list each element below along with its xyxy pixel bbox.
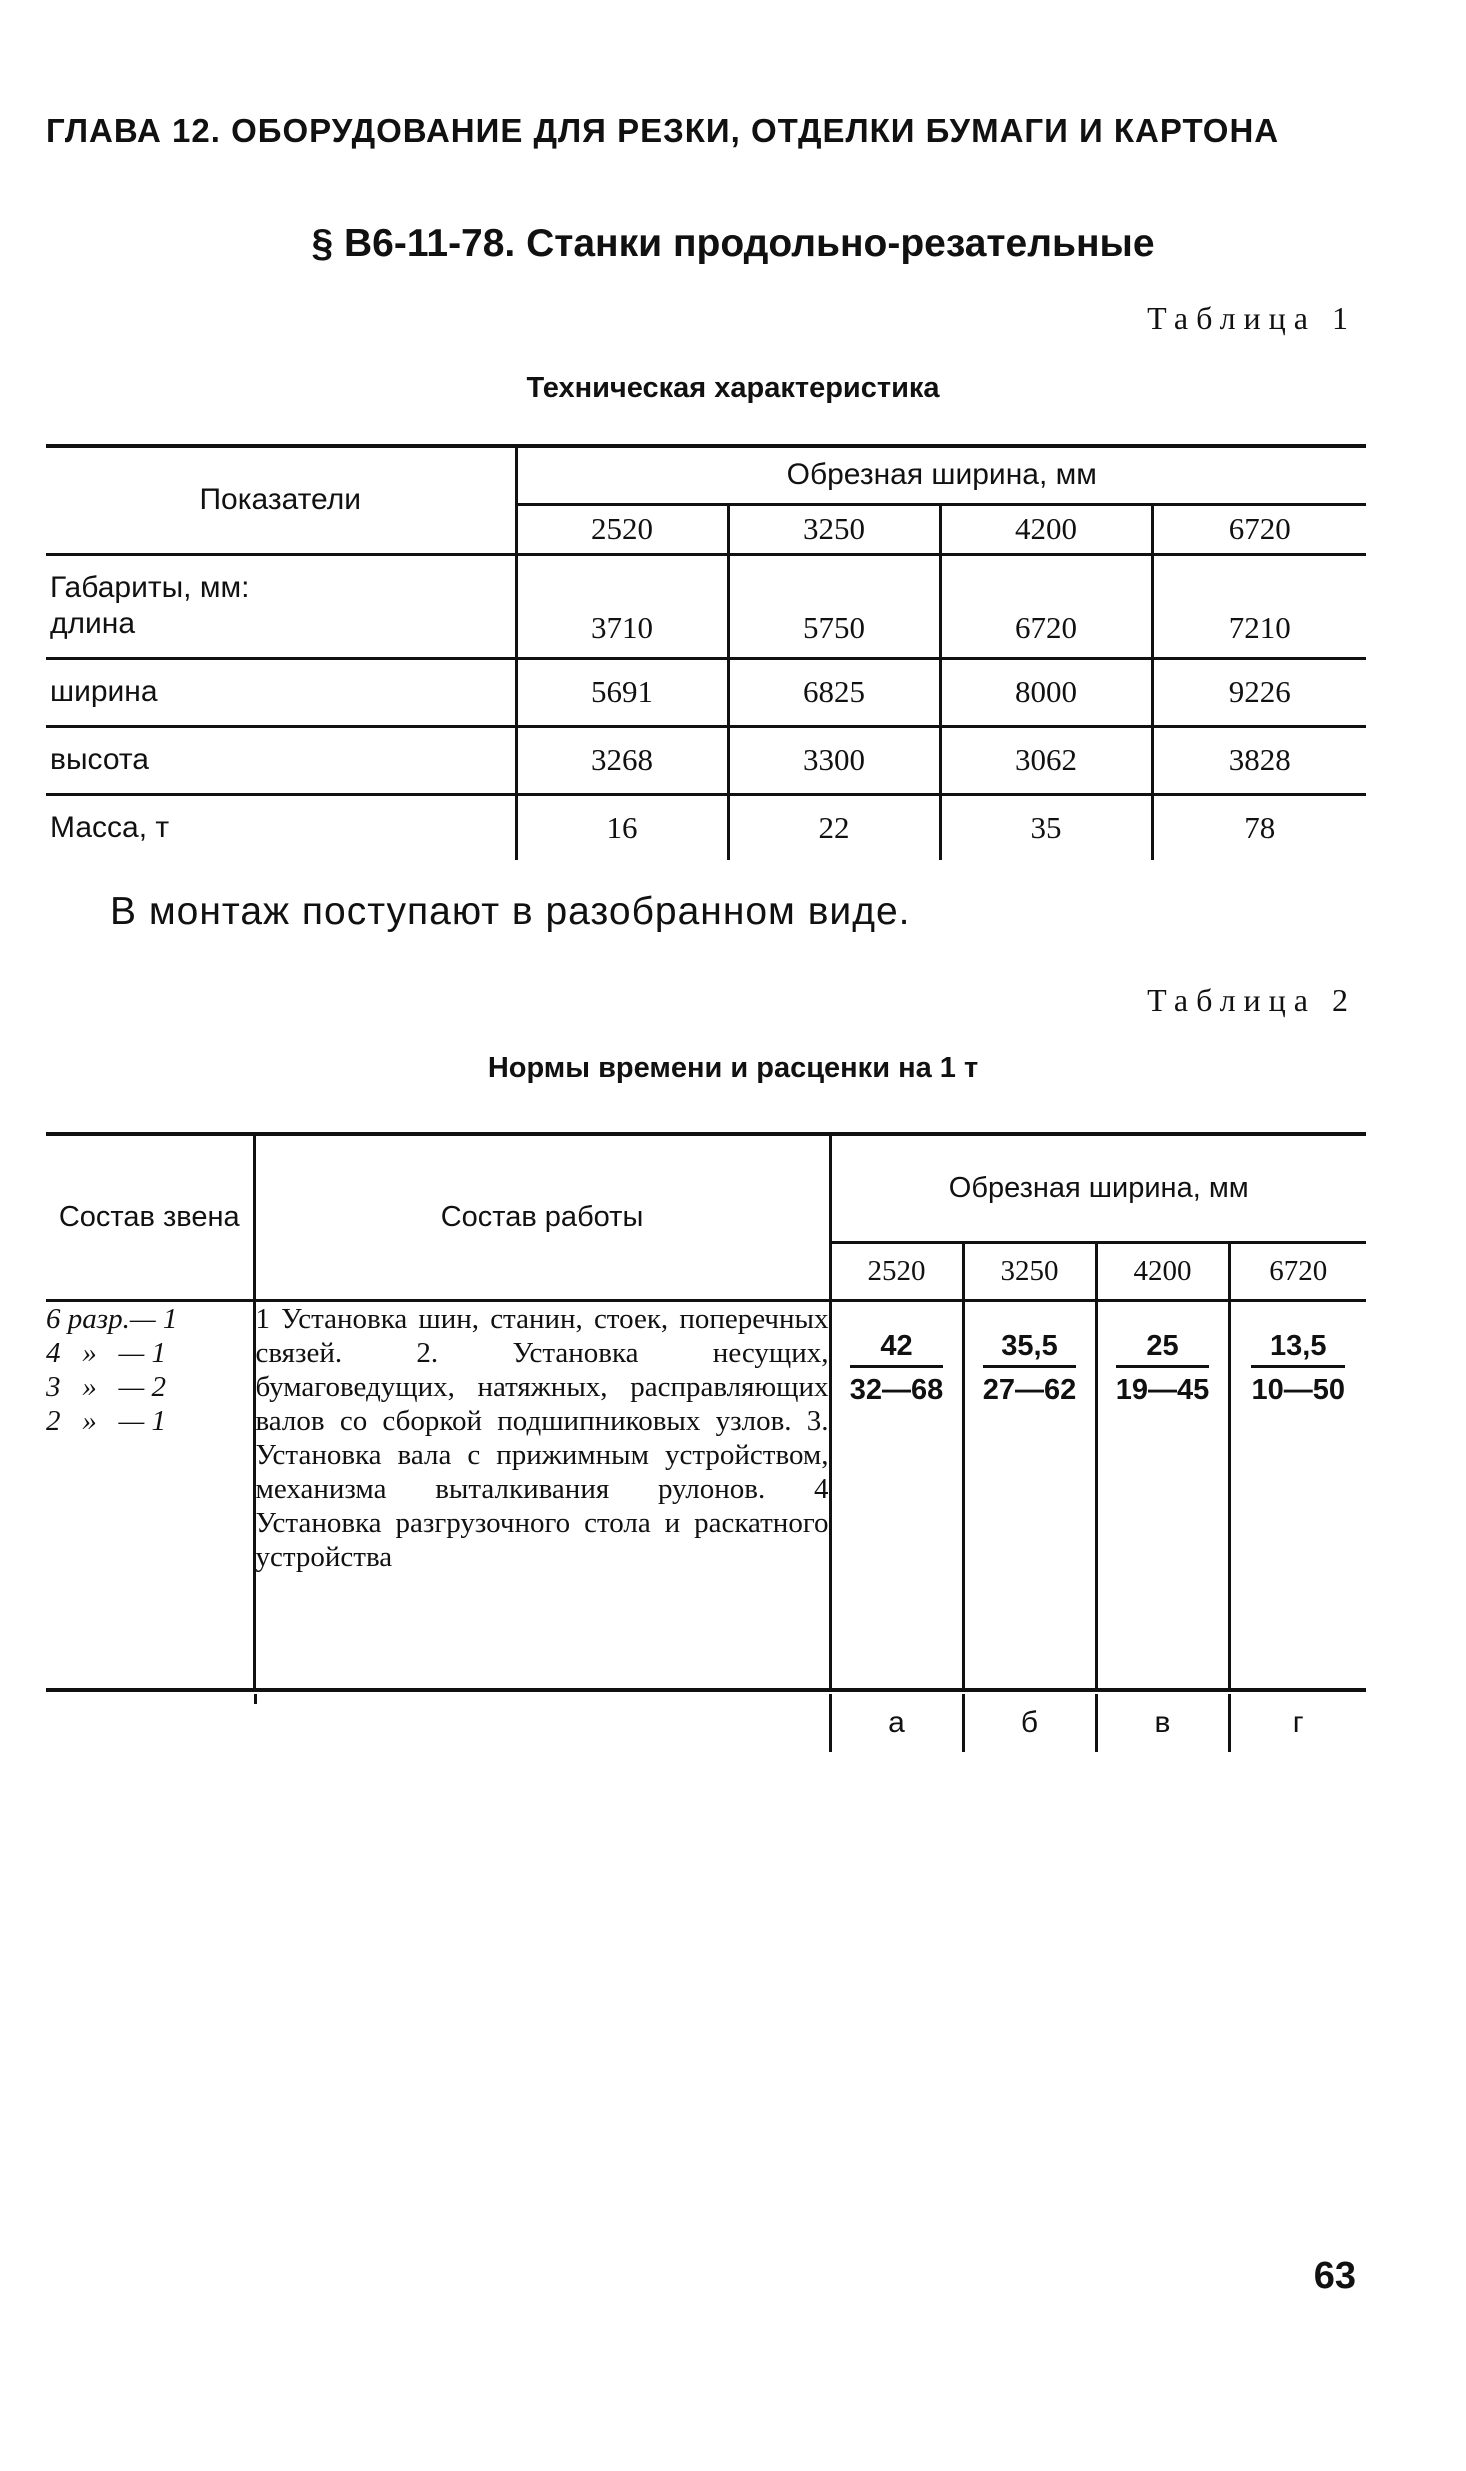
cell: 3300 [728,726,940,794]
time-norm: 13,5 [1251,1330,1345,1368]
table-row [46,658,1366,726]
price-rate: 27—62 [982,1373,1077,1406]
table2-label: Таблица 2 [1147,982,1356,1018]
header-width-3: 4200 [940,504,1152,554]
norm-fraction [1116,1330,1210,1407]
column-letter: б [963,1694,1096,1752]
table-row [46,726,1366,794]
crew-line: 4 » — 1 [46,1336,167,1369]
cell: 3710 [516,554,728,658]
work-description: 1 Установка шин, станин, стоек, поперечных связей. 2. Установка несущих, бумаговедущих, натяжных, расправляющих валов со сборкой подшипниковых узлов. 3. Установка вала с прижимным устройством, механизма выталкивания рулонов. 4 Установка разгрузочного стола и раскатного устройства [254,1300,830,1690]
norm-cell [1229,1300,1366,1690]
norm-cell [830,1300,963,1690]
header-width-4: 6720 [1229,1242,1366,1300]
time-norm: 25 [1116,1330,1210,1368]
page-number: 63 [1313,2255,1356,2297]
cell: 35 [940,794,1152,860]
section-title: § В6-11-78. Станки продольно-резательные [311,222,1155,265]
header-width-1: 2520 [830,1242,963,1300]
column-letter: в [1096,1694,1229,1752]
header-width-2: 3250 [728,504,940,554]
header-work: Состав работы [254,1134,830,1300]
cell: 9226 [1152,658,1366,726]
price-rate: 10—50 [1251,1373,1345,1406]
table-row [46,794,1366,860]
cell: 5750 [728,554,940,658]
header-crew: Состав звена [46,1134,254,1300]
cell: 78 [1152,794,1366,860]
column-letter: а [830,1694,963,1752]
column-letters-row [46,1694,1366,1752]
cell: 8000 [940,658,1152,726]
column-letter: г [1229,1694,1366,1752]
header-width-1: 2520 [516,504,728,554]
price-rate: 19—45 [1115,1373,1210,1406]
length-label: длина [50,607,136,640]
table-row [46,1300,1366,1690]
norm-cell [1096,1300,1229,1690]
row-label: Масса, т [50,810,170,844]
crew-composition [46,1300,254,1690]
cell: 6720 [940,554,1152,658]
cell: 16 [516,794,728,860]
header-width-3: 4200 [1096,1242,1229,1300]
header-indicators: Показатели [46,446,516,554]
time-norms-table [46,1132,1366,1692]
table1-label: Таблица 1 [1147,300,1356,336]
header-cut-width: Обрезная ширина, мм [516,446,1366,504]
row-label: ширина [46,658,516,726]
table1-caption: Техническая характеристика [526,372,940,404]
empty-cell [254,1694,830,1752]
row-label-dimensions [46,554,516,658]
table2-caption: Нормы времени и расценки на 1 т [487,1052,979,1084]
dimensions-label: Габариты, мм: [50,571,250,604]
time-norm: 35,5 [983,1330,1077,1368]
header-width-4: 6720 [1152,504,1366,554]
crew-line: 6 разр.— 1 [46,1302,178,1335]
norm-cell [963,1300,1096,1690]
price-rate: 32—68 [849,1373,944,1406]
chapter-title: ГЛАВА 12. ОБОРУДОВАНИЕ ДЛЯ РЕЗКИ, ОТДЕЛКИ БУМАГИ И КАРТОНА [46,112,1280,149]
cell: 22 [728,794,940,860]
cell: 3062 [940,726,1152,794]
cell: 6825 [728,658,940,726]
crew-line: 3 » — 2 [46,1370,167,1403]
norm-fraction [850,1330,944,1407]
installation-note: В монтаж поступают в разобранном виде. [110,890,911,933]
cell: 7210 [1152,554,1366,658]
header-width-2: 3250 [963,1242,1096,1300]
cell: 3268 [516,726,728,794]
norm-fraction [983,1330,1077,1407]
technical-specs-table [46,444,1366,860]
header-cut-width: Обрезная ширина, мм [830,1134,1366,1242]
row-label: высота [46,726,516,794]
cell: 5691 [516,658,728,726]
norm-fraction [1251,1330,1345,1407]
cell: 3828 [1152,726,1366,794]
time-norm: 42 [850,1330,944,1368]
table-row [46,554,1366,658]
empty-cell [46,1694,254,1752]
crew-line: 2 » — 1 [46,1404,167,1437]
